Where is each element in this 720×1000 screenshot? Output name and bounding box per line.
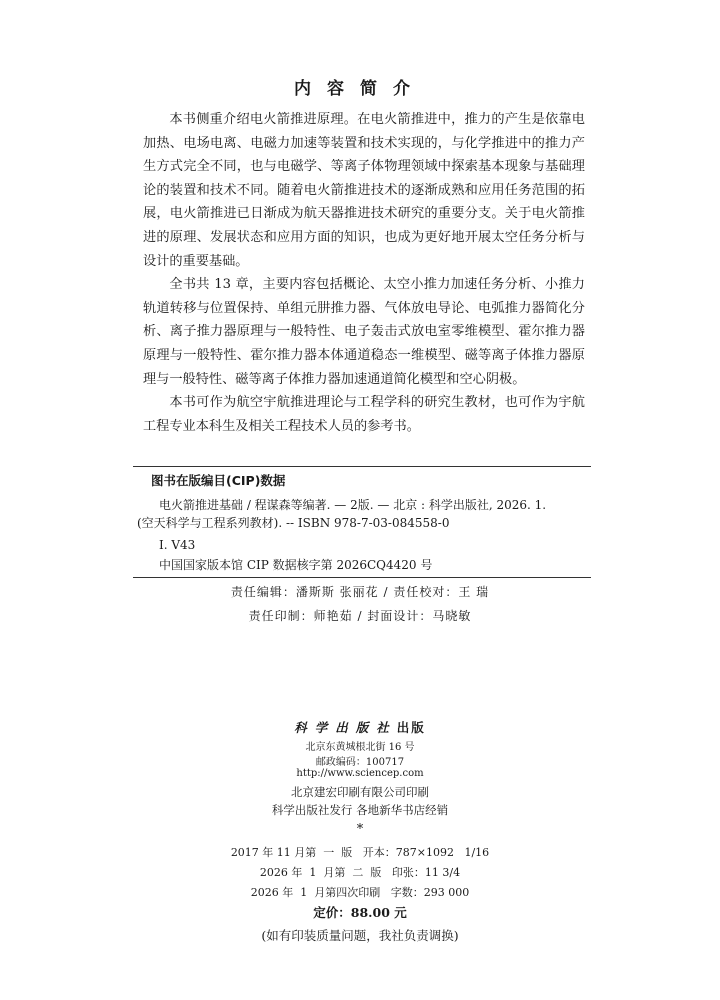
production-credits: 责任印制：师艳茹 / 封面设计：马晓敏 xyxy=(248,609,472,623)
cip-record-number-line: 中国国家版本馆 CIP 数据核字第 2026CQ4420 号 xyxy=(159,558,433,572)
cip-classification-line: Ⅰ. V43 xyxy=(159,538,196,552)
edition-line-1: 2017 年 11 月第 一 版 开本：787×1092 1/16 xyxy=(230,846,490,859)
cip-title: 图书在版编目(CIP)数据 xyxy=(151,473,286,488)
edition-line-2: 2026 年 1 月第 二 版 印张：11 3/4 xyxy=(259,866,461,879)
edition-line-3: 2026 年 1 月第四次印刷 字数：293 000 xyxy=(250,886,470,899)
summary-paragraph-1: 本书侧重介绍电火箭推进原理。在电火箭推进中，推力的产生是依靠电加热、电场电离、电磁力加速等装置和技术实现的，与化学推进中的推力产生方式完全不同，也与电磁学、等离子体物理领域中探索基本现象与基础理论的装置和技术不同。随着电火箭推进技术的逐渐成熟和应用任务范围的拓展，电火箭推进已日渐成为航天器推进技术研究的重要分支。关于电火箭推进的原理、发展状态和应用方面的知识，也成为更好地开展太空任务分析与设计的重要基础。 xyxy=(143,112,585,269)
quality-notice: (如有印装质量问题，我社负责调换) xyxy=(261,928,459,943)
publisher-address: 北京东黄城根北街 16 号 xyxy=(305,742,415,753)
publisher-name xyxy=(0,718,720,736)
cip-bibliographic-line: 电火箭推进基础 / 程谋森等编著. — 2版. — 北京 : 科学出版社, 2026. 1. xyxy=(159,498,547,512)
summary-paragraph-2: 全书共 13 章，主要内容包括概论、太空小推力加速任务分析、小推力轨道转移与位置保持、单组元肼推力器、气体放电导论、电弧推力器简化分析、离子推力器原理与一般特性、电子轰击式放电室零维模型、霍尔推力器原理与一般特性、霍尔推力器本体通道稳态一维模型、磁等离子体推力器原理与一般特性、磁等离子体推力器加速通道简化模型和空心阴极。 xyxy=(143,277,585,387)
publisher-website: http://www.sciencep.com xyxy=(296,768,424,779)
editor-credits: 责任编辑：潘斯斯 张丽花 / 责任校对：王 瑞 xyxy=(230,585,490,599)
publisher-logo-text: 科学出版社 xyxy=(294,720,397,735)
cip-data-block xyxy=(133,466,591,578)
distribution-line: 科学出版社发行 各地新华书店经销 xyxy=(271,803,449,817)
separator-star: * xyxy=(356,822,364,837)
summary-paragraph-3: 本书可作为航空宇航推进理论与工程学科的研究生教材，也可作为宇航工程专业本科生及相关工程技术人员的参考书。 xyxy=(143,395,585,434)
content-summary xyxy=(143,108,585,438)
publisher-name-suffix: 出版 xyxy=(396,720,426,735)
printer-line: 北京建宏印刷有限公司印刷 xyxy=(291,785,429,799)
section-title: 内容简介 xyxy=(294,79,426,99)
price: 定价：88.00 元 xyxy=(313,905,407,920)
cip-series-isbn-line: (空天科学与工程系列教材). -- ISBN 978-7-03-084558-0 xyxy=(137,516,450,530)
publisher-zip: 邮政编码：100717 xyxy=(315,757,405,768)
